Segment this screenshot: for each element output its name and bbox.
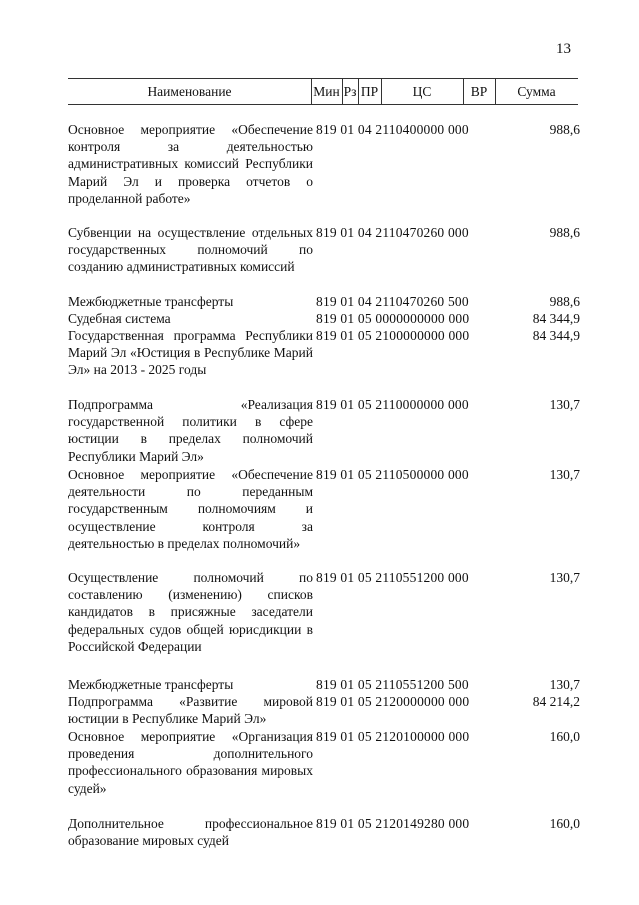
row-code: 819 01 05 0000000000 000 xyxy=(316,311,470,326)
row-sum: 130,7 xyxy=(549,397,580,412)
row-code: 819 01 05 2110551200 000 xyxy=(316,570,469,585)
row-code: 819 01 05 2110000000 000 xyxy=(316,397,469,412)
row-sum: 84 214,2 xyxy=(532,694,580,709)
row-code: 819 01 05 2120149280 000 xyxy=(316,816,470,831)
row-name: Основное мероприятие «Обеспечение деятельности по переданным государственным полномочиям и осуществление контроля за деятельностью в пределах полномочий» xyxy=(68,467,313,551)
row-name: Подпрограмма «Развитие мировой юстиции в Республике Марий Эл» xyxy=(68,694,313,727)
row-code: 819 01 04 2110400000 000 xyxy=(316,122,469,137)
row-sum: 160,0 xyxy=(549,816,580,831)
header-rule-top xyxy=(68,78,578,79)
row-name: Межбюджетные трансферты xyxy=(68,294,234,309)
header-vr: ВР xyxy=(470,84,488,99)
row-name: Основное мероприятие «Обеспечение контроля за деятельностью административных комиссий Республики Марий Эл и проверка отчетов о проделанной работе» xyxy=(68,122,313,206)
header-rule-bottom xyxy=(68,104,578,105)
row-sum: 130,7 xyxy=(549,570,580,585)
header-rz: Рз xyxy=(343,84,357,99)
row-code: 819 01 04 2110470260 000 xyxy=(316,225,469,240)
row-code: 819 01 05 2110551200 500 xyxy=(316,677,469,692)
header-min: Мин xyxy=(313,84,340,99)
row-sum: 988,6 xyxy=(549,294,580,309)
row-name: Дополнительное профессиональное образование мировых судей xyxy=(68,816,313,849)
row-code: 819 01 05 2110500000 000 xyxy=(316,467,469,482)
row-name: Осуществление полномочий по составлению (изменению) списков кандидатов в присяжные заседатели федеральных судов общей юрисдикции в Российской Федерации xyxy=(68,570,313,654)
row-code: 819 01 05 2100000000 000 xyxy=(316,328,470,343)
row-name: Государственная программа Республики Марий Эл «Юстиция в Республике Марий Эл» на 2013 - 2025 годы xyxy=(68,328,313,378)
row-code: 819 01 04 2110470260 500 xyxy=(316,294,469,309)
page-number: 13 xyxy=(556,41,571,57)
row-sum: 160,0 xyxy=(549,729,580,744)
row-name: Субвенции на осуществление отдельных государственных полномочий по созданию административных комиссий xyxy=(68,225,313,275)
row-sum: 988,6 xyxy=(549,225,580,240)
row-sum: 84 344,9 xyxy=(532,311,580,326)
row-name: Межбюджетные трансферты xyxy=(68,677,234,692)
row-sum: 130,7 xyxy=(549,677,580,692)
row-sum: 84 344,9 xyxy=(532,328,580,343)
header-pr: ПР xyxy=(360,84,379,99)
row-name: Судебная система xyxy=(68,311,171,326)
row-name: Основное мероприятие «Организация проведения дополнительного профессионального образования мировых судей» xyxy=(68,729,313,796)
row-code: 819 01 05 2120000000 000 xyxy=(316,694,470,709)
row-sum: 130,7 xyxy=(549,467,580,482)
header-sum: Сумма xyxy=(517,84,556,99)
header-cs: ЦС xyxy=(412,84,432,99)
row-name: Подпрограмма «Реализация государственной политики в сфере юстиции в пределах полномочий Республики Марий Эл» xyxy=(68,397,313,464)
header-name: Наименование xyxy=(147,84,232,99)
row-sum: 988,6 xyxy=(549,122,580,137)
row-code: 819 01 05 2120100000 000 xyxy=(316,729,470,744)
